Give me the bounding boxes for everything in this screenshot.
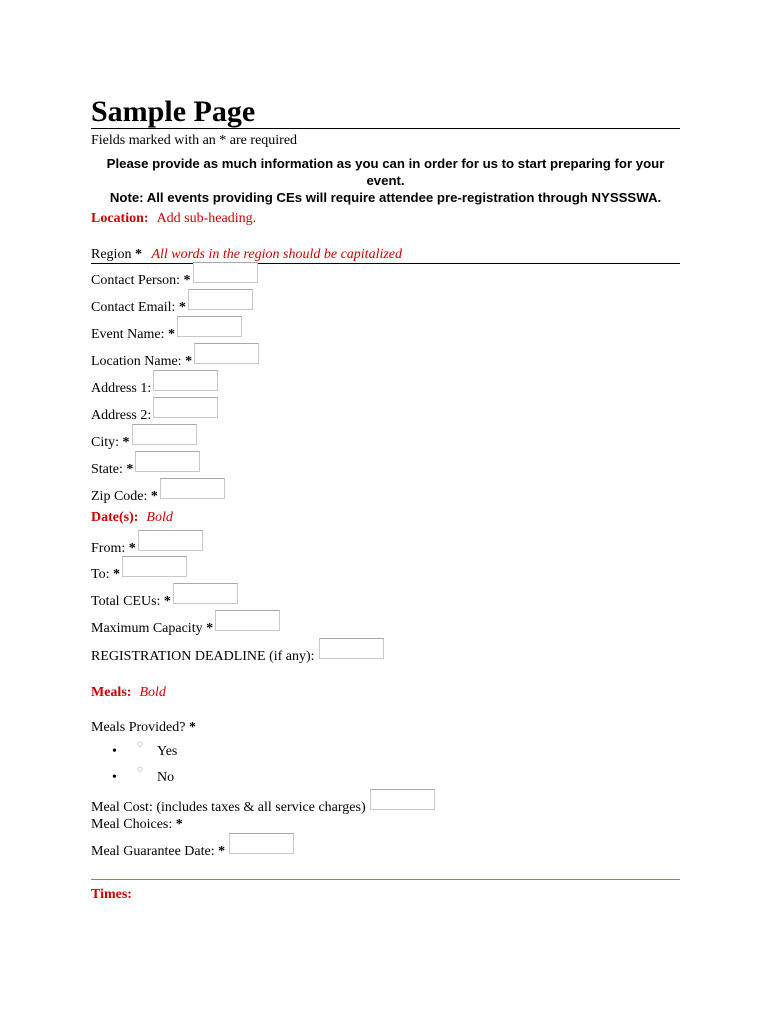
required-note: Fields marked with an * are required bbox=[91, 133, 298, 148]
event-name-label: Event Name: bbox=[91, 327, 165, 342]
page-title: Sample Page bbox=[91, 95, 256, 128]
location-subheading: Add sub-heading. bbox=[156, 211, 257, 226]
required-star: * bbox=[178, 300, 186, 315]
meal-choices-label: Meal Choices: bbox=[91, 817, 173, 832]
required-star: * bbox=[206, 621, 214, 636]
region-hint: All words in the region should be capitalized bbox=[151, 247, 403, 262]
dates-subheading: Bold bbox=[146, 510, 173, 525]
meal-cost-input[interactable] bbox=[370, 789, 435, 810]
contact-person-input[interactable] bbox=[193, 262, 258, 283]
from-label: From: bbox=[91, 541, 126, 556]
meals-section-heading bbox=[91, 685, 166, 701]
bullet-icon: • bbox=[112, 770, 117, 785]
event-name-input[interactable] bbox=[177, 316, 242, 337]
times-divider bbox=[91, 879, 680, 880]
info-line-1: Please provide as much information as you can in order for us to start preparing for your bbox=[106, 156, 665, 171]
required-star: * bbox=[188, 720, 196, 735]
meal-choices-row bbox=[91, 817, 183, 833]
meal-guarantee-date-label: Meal Guarantee Date: bbox=[91, 844, 215, 859]
required-star: * bbox=[218, 844, 226, 859]
meal-option-no[interactable]: No bbox=[157, 770, 175, 785]
required-star: * bbox=[122, 435, 130, 450]
meal-option-yes[interactable]: Yes bbox=[157, 744, 178, 759]
total-ceus-input[interactable] bbox=[173, 583, 238, 604]
info-line-2: event. bbox=[366, 173, 405, 188]
location-name-label: Location Name: bbox=[91, 354, 182, 369]
required-star: * bbox=[175, 817, 183, 832]
total-ceus-label: Total CEUs: bbox=[91, 594, 161, 609]
zip-code-input[interactable] bbox=[160, 478, 225, 499]
required-star: * bbox=[185, 354, 193, 369]
radio-yes-icon[interactable]: ◌ bbox=[137, 739, 143, 750]
region-label: Region bbox=[91, 247, 132, 262]
maximum-capacity-label: Maximum Capacity bbox=[91, 621, 203, 636]
meals-subheading: Bold bbox=[139, 685, 166, 700]
required-star: * bbox=[167, 327, 175, 342]
required-star: * bbox=[183, 273, 191, 288]
bullet-icon: • bbox=[112, 744, 117, 759]
state-label: State: bbox=[91, 462, 123, 477]
address-2-label: Address 2: bbox=[91, 408, 152, 423]
contact-email-label: Contact Email: bbox=[91, 300, 176, 315]
ce-note: Note: All events providing CEs will require attendee pre-registration through NYSSSWA. bbox=[109, 190, 662, 205]
title-divider bbox=[91, 128, 680, 129]
zip-code-row bbox=[91, 489, 225, 510]
region-row bbox=[91, 246, 680, 264]
required-star: * bbox=[150, 489, 158, 504]
dates-section-heading bbox=[91, 510, 173, 526]
registration-deadline-row bbox=[91, 649, 384, 670]
to-date-input[interactable] bbox=[122, 556, 187, 577]
times-heading-label: Times: bbox=[91, 887, 132, 902]
address-1-input[interactable] bbox=[153, 370, 218, 391]
required-star: * bbox=[128, 541, 136, 556]
radio-no-icon[interactable]: ◌ bbox=[137, 764, 143, 775]
maximum-capacity-input[interactable] bbox=[215, 610, 280, 631]
registration-deadline-label: REGISTRATION DEADLINE (if any): bbox=[91, 649, 315, 664]
location-heading-label: Location: bbox=[91, 211, 149, 226]
location-section-heading bbox=[91, 211, 256, 227]
times-section-heading bbox=[91, 887, 132, 903]
meal-guarantee-date-row bbox=[91, 844, 294, 865]
address-1-label: Address 1: bbox=[91, 381, 152, 396]
region-required-star: * bbox=[134, 247, 142, 262]
meal-guarantee-date-input[interactable] bbox=[229, 833, 294, 854]
contact-email-input[interactable] bbox=[188, 289, 253, 310]
city-label: City: bbox=[91, 435, 120, 450]
meals-provided-row bbox=[91, 720, 196, 736]
required-star: * bbox=[163, 594, 171, 609]
city-input[interactable] bbox=[132, 424, 197, 445]
dates-heading-label: Date(s): bbox=[91, 510, 139, 525]
contact-person-label: Contact Person: bbox=[91, 273, 181, 288]
from-date-input[interactable] bbox=[138, 530, 203, 551]
state-input[interactable] bbox=[135, 451, 200, 472]
location-name-input[interactable] bbox=[194, 343, 259, 364]
required-star: * bbox=[126, 462, 134, 477]
zip-code-label: Zip Code: bbox=[91, 489, 148, 504]
maximum-capacity-row bbox=[91, 621, 280, 642]
to-label: To: bbox=[91, 567, 110, 582]
meals-heading-label: Meals: bbox=[91, 685, 132, 700]
address-2-input[interactable] bbox=[153, 397, 218, 418]
registration-deadline-input[interactable] bbox=[319, 638, 384, 659]
meals-provided-label: Meals Provided? bbox=[91, 720, 186, 735]
required-star: * bbox=[112, 567, 120, 582]
meal-cost-label: Meal Cost: (includes taxes & all service charges) bbox=[91, 800, 366, 815]
